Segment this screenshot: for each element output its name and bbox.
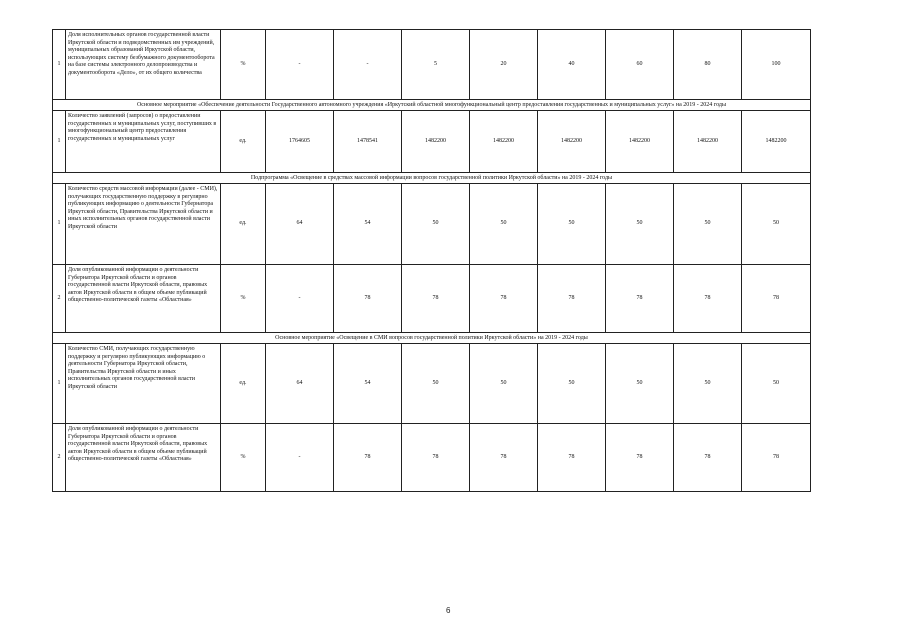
value-cell: 1482200	[402, 111, 470, 173]
value-cell: 78	[674, 424, 742, 492]
value-cell: 64	[266, 184, 334, 265]
section-title: Подпрограмма «Освещение в средствах массовой информации вопросов государственной политики Иркутской области» на 2019 - 2024 годы	[53, 173, 811, 184]
value-cell: 50	[606, 184, 674, 265]
value-cell: 78	[674, 265, 742, 333]
row-number: 1	[53, 344, 66, 424]
value-cell: 78	[402, 424, 470, 492]
value-cell: 78	[742, 265, 811, 333]
value-cell: 1482200	[742, 111, 811, 173]
value-cell: 40	[538, 30, 606, 100]
unit-cell: ед.	[221, 184, 266, 265]
indicator-name: Доля опубликованной информации о деятельности Губернатора Иркутской области и органов государственной власти Иркутской области, правовых актов Иркутской области в общем объеме публикаций общественно-политической газеты «Областная»	[66, 424, 221, 492]
value-cell: 60	[606, 30, 674, 100]
table-row	[53, 265, 811, 333]
indicator-name: Доля исполнительных органов государственной власти Иркутской области и подведомственных им учреждений, муниципальных образований Иркутской области, использующих систему безбумажного документооборота на базе системы электронного делопроизводства и документооборота «Дело», от их общего количества	[66, 30, 221, 100]
table-row	[53, 424, 811, 492]
value-cell: 50	[538, 184, 606, 265]
value-cell: 1478541	[334, 111, 402, 173]
value-cell: 78	[470, 424, 538, 492]
table-row	[53, 111, 811, 173]
table-row	[53, 30, 811, 100]
value-cell: 50	[742, 184, 811, 265]
value-cell: 50	[470, 184, 538, 265]
value-cell: 78	[470, 265, 538, 333]
value-cell: 1482200	[470, 111, 538, 173]
value-cell: 50	[674, 184, 742, 265]
value-cell: 78	[606, 265, 674, 333]
section-title: Основное мероприятие «Обеспечение деятельности Государственного автономного учреждения «Иркутский областной многофункциональный центр предоставления государственных и муниципальных услуг» на 2019 - 2024 годы	[53, 100, 811, 111]
value-cell: 50	[402, 184, 470, 265]
value-cell: 54	[334, 344, 402, 424]
indicator-name: Доля опубликованной информации о деятельности Губернатора Иркутской области и органов государственной власти Иркутской области, правовых актов Иркутской области в общем объеме публикаций общественно-политической газеты «Областная»	[66, 265, 221, 333]
unit-cell: %	[221, 30, 266, 100]
value-cell: 1482200	[606, 111, 674, 173]
row-number: 2	[53, 265, 66, 333]
row-number: 1	[53, 111, 66, 173]
value-cell: 20	[470, 30, 538, 100]
value-cell: 50	[402, 344, 470, 424]
value-cell: -	[266, 424, 334, 492]
value-cell: 54	[334, 184, 402, 265]
value-cell: 78	[606, 424, 674, 492]
table-row	[53, 344, 811, 424]
indicators-table	[52, 29, 811, 492]
value-cell: 1764605	[266, 111, 334, 173]
page-number: 6	[446, 606, 451, 615]
table-row	[53, 184, 811, 265]
value-cell: 64	[266, 344, 334, 424]
unit-cell: ед.	[221, 111, 266, 173]
value-cell: 1482200	[538, 111, 606, 173]
value-cell: 100	[742, 30, 811, 100]
section-row	[53, 100, 811, 111]
value-cell: 78	[402, 265, 470, 333]
row-number: 1	[53, 184, 66, 265]
unit-cell: %	[221, 265, 266, 333]
value-cell: 78	[538, 265, 606, 333]
section-title: Основное мероприятие «Освещение в СМИ вопросов государственной политики Иркутской области» на 2019 - 2024 годы	[53, 333, 811, 344]
value-cell: 50	[606, 344, 674, 424]
value-cell: 50	[742, 344, 811, 424]
unit-cell: %	[221, 424, 266, 492]
value-cell: 50	[538, 344, 606, 424]
value-cell: 1482200	[674, 111, 742, 173]
section-row	[53, 173, 811, 184]
value-cell: -	[334, 30, 402, 100]
indicator-name: Количество заявлений (запросов) о предоставлении государственных и муниципальных услуг, поступивших в многофункциональный центр предоставления государственных и муниципальных услуг	[66, 111, 221, 173]
section-row	[53, 333, 811, 344]
value-cell: 78	[538, 424, 606, 492]
document-sheet	[52, 29, 810, 492]
value-cell: 50	[470, 344, 538, 424]
value-cell: -	[266, 265, 334, 333]
indicator-name: Количество СМИ, получающих государственную поддержку и регулярно публикующих информацию о деятельности Губернатора Иркутской области, Правительства Иркутской области и иных исполнительных органов государственной власти Иркутской области	[66, 344, 221, 424]
value-cell: 50	[674, 344, 742, 424]
value-cell: 78	[334, 265, 402, 333]
value-cell: 80	[674, 30, 742, 100]
value-cell: 5	[402, 30, 470, 100]
indicator-name: Количество средств массовой информации (далее - СМИ), получающих государственную поддержку в регулярно публикующих информацию о деятельности Губернатора Иркутской области, Правительства Иркутской области и иных исполнительных органов государственной власти Иркутской области	[66, 184, 221, 265]
value-cell: -	[266, 30, 334, 100]
unit-cell: ед.	[221, 344, 266, 424]
row-number: 2	[53, 424, 66, 492]
row-number: 1	[53, 30, 66, 100]
value-cell: 78	[334, 424, 402, 492]
value-cell: 78	[742, 424, 811, 492]
